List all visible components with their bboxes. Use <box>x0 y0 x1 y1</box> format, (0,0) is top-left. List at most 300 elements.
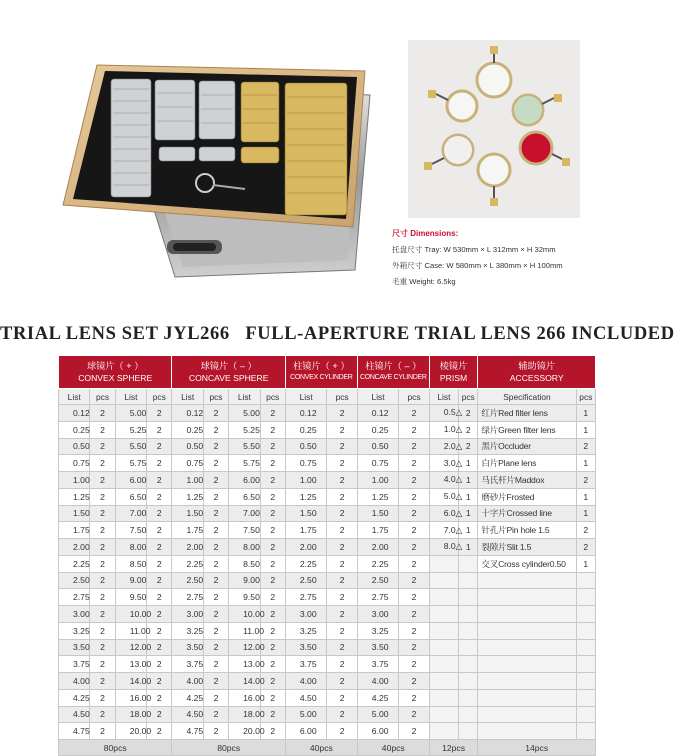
trial-lens-case-photo <box>55 55 385 280</box>
table-cell: 1 <box>576 555 595 572</box>
table-row <box>59 405 596 422</box>
table-cell: 2 <box>90 622 115 639</box>
table-cell <box>429 606 458 623</box>
table-cell: 5.75 <box>115 455 146 472</box>
table-cell: 2 <box>260 539 285 556</box>
table-cell: 3.75 <box>285 656 327 673</box>
table-cell: 4.25 <box>59 689 90 706</box>
table-cell <box>459 606 478 623</box>
table-cell: 1.75 <box>172 522 203 539</box>
table-cell: 2 <box>260 622 285 639</box>
table-row <box>59 656 596 673</box>
table-cell: 4.50 <box>285 689 327 706</box>
table-cell: 2 <box>327 689 357 706</box>
table-cell: 2 <box>399 689 429 706</box>
column-header: Specification <box>478 389 576 405</box>
table-cell <box>459 589 478 606</box>
table-cell: 红片Red filter lens <box>478 405 576 422</box>
table-cell: 2.50 <box>357 572 399 589</box>
table-cell: 3.75 <box>59 656 90 673</box>
table-cell: 3.50 <box>59 639 90 656</box>
table-cell: 交叉Cross cylinder0.50 <box>478 555 576 572</box>
table-cell: 2 <box>203 572 228 589</box>
total-convex-sphere: 80pcs <box>59 740 172 756</box>
accessory-lens-photo <box>408 40 580 218</box>
table-cell: 6.00 <box>115 472 146 489</box>
table-cell: 2 <box>260 522 285 539</box>
table-cell: 7.50 <box>115 522 146 539</box>
table-row <box>59 539 596 556</box>
table-cell: 7.50 <box>229 522 260 539</box>
table-cell: 2 <box>260 673 285 690</box>
table-cell: 5.00 <box>285 706 327 723</box>
table-cell <box>478 639 576 656</box>
table-cell: 2 <box>327 455 357 472</box>
table-cell: 1.25 <box>285 488 327 505</box>
table-cell <box>459 706 478 723</box>
column-header: pcs <box>203 389 228 405</box>
column-header: List <box>229 389 260 405</box>
table-row <box>59 505 596 522</box>
table-cell: 2 <box>147 723 172 740</box>
table-cell: 2 <box>576 438 595 455</box>
table-cell <box>576 606 595 623</box>
table-cell: 1.00 <box>59 472 90 489</box>
table-cell: 20.00 <box>115 723 146 740</box>
table-cell: 2 <box>399 673 429 690</box>
table-cell: 2 <box>399 622 429 639</box>
table-cell: 9.00 <box>229 572 260 589</box>
table-cell: 黑片Occluder <box>478 438 576 455</box>
table-cell: 2 <box>576 539 595 556</box>
table-cell: 2 <box>260 589 285 606</box>
page-title: TRIAL LENS SET JYL266 FULL-APERTURE TRIAL LENS 266 INCLUDED <box>0 324 675 344</box>
table-cell: 2 <box>147 455 172 472</box>
table-cell <box>478 606 576 623</box>
table-cell: 0.25 <box>285 421 327 438</box>
table-cell <box>576 706 595 723</box>
table-cell: 7.0△ <box>429 522 458 539</box>
table-cell: 裂隙片Slit 1.5 <box>478 539 576 556</box>
table-cell: 2 <box>576 522 595 539</box>
table-cell: 2 <box>399 572 429 589</box>
table-cell: 2 <box>147 539 172 556</box>
table-cell: 3.50 <box>285 639 327 656</box>
table-cell: 2 <box>90 522 115 539</box>
table-cell: 3.00 <box>59 606 90 623</box>
table-cell: 6.50 <box>229 488 260 505</box>
table-cell <box>478 706 576 723</box>
table-cell: 3.00 <box>172 606 203 623</box>
table-cell: 2 <box>203 405 228 422</box>
column-header: List <box>59 389 90 405</box>
table-cell: 2 <box>327 639 357 656</box>
table-cell: 4.00 <box>59 673 90 690</box>
table-cell: 8.50 <box>229 555 260 572</box>
table-cell: 2 <box>203 522 228 539</box>
table-cell: 2 <box>147 639 172 656</box>
table-cell: 2 <box>327 421 357 438</box>
table-cell: 6.00 <box>285 723 327 740</box>
table-cell: 5.25 <box>229 421 260 438</box>
table-cell: 2 <box>399 522 429 539</box>
table-cell: 0.5△ <box>429 405 458 422</box>
table-cell: 2 <box>260 656 285 673</box>
table-cell: 2 <box>203 472 228 489</box>
table-row <box>59 689 596 706</box>
group-header-row <box>59 356 596 389</box>
table-cell: 4.25 <box>357 689 399 706</box>
table-cell: 2 <box>399 723 429 740</box>
table-cell: 3.00 <box>285 606 327 623</box>
table-cell: 13.00 <box>229 656 260 673</box>
table-cell: 1.50 <box>172 505 203 522</box>
table-cell: 2 <box>90 673 115 690</box>
table-cell: 2.50 <box>59 572 90 589</box>
table-cell: 6.00 <box>229 472 260 489</box>
table-cell: 4.75 <box>172 723 203 740</box>
table-cell: 1 <box>576 421 595 438</box>
table-cell: 2 <box>327 673 357 690</box>
table-cell: 2.75 <box>59 589 90 606</box>
table-cell: 2 <box>90 572 115 589</box>
table-cell: 2 <box>203 706 228 723</box>
table-cell: 1.25 <box>357 488 399 505</box>
table-cell: 1 <box>459 455 478 472</box>
table-cell: 9.50 <box>115 589 146 606</box>
table-cell: 12.00 <box>229 639 260 656</box>
table-cell: 2 <box>327 505 357 522</box>
table-cell: 3.25 <box>172 622 203 639</box>
table-cell: 2 <box>327 472 357 489</box>
table-cell: 磨砂片Frosted <box>478 488 576 505</box>
table-row <box>59 455 596 472</box>
table-cell <box>429 555 458 572</box>
table-cell: 2 <box>147 555 172 572</box>
table-cell: 2 <box>459 421 478 438</box>
table-cell <box>459 639 478 656</box>
table-cell: 2.75 <box>172 589 203 606</box>
table-cell: 2 <box>399 706 429 723</box>
table-cell: 5.00 <box>357 706 399 723</box>
table-cell <box>429 622 458 639</box>
table-cell: 针孔片Pin hole 1.5 <box>478 522 576 539</box>
table-cell: 2.25 <box>285 555 327 572</box>
dimensions-block <box>392 226 563 290</box>
table-cell: 2 <box>260 572 285 589</box>
table-cell: 2.25 <box>59 555 90 572</box>
column-header: List <box>172 389 203 405</box>
table-cell: 2 <box>327 555 357 572</box>
column-header: pcs <box>147 389 172 405</box>
table-cell: 10.00 <box>115 606 146 623</box>
table-row <box>59 488 596 505</box>
table-cell: 0.50 <box>172 438 203 455</box>
table-cell: 6.50 <box>115 488 146 505</box>
table-cell: 2 <box>260 455 285 472</box>
table-cell <box>478 572 576 589</box>
table-cell <box>459 689 478 706</box>
table-cell: 1.50 <box>59 505 90 522</box>
table-cell: 10.00 <box>229 606 260 623</box>
table-cell <box>478 689 576 706</box>
table-cell: 2 <box>399 656 429 673</box>
table-cell: 2 <box>147 472 172 489</box>
table-cell: 2 <box>90 539 115 556</box>
group-header-prism: 棱镜片 PRISM <box>429 356 478 389</box>
table-cell: 3.50 <box>172 639 203 656</box>
table-cell: 2 <box>327 405 357 422</box>
table-cell: 2 <box>203 656 228 673</box>
table-cell <box>429 589 458 606</box>
table-cell: 1.00 <box>357 472 399 489</box>
table-cell <box>576 589 595 606</box>
table-cell: 2 <box>260 606 285 623</box>
table-cell <box>478 622 576 639</box>
table-cell: 2 <box>90 706 115 723</box>
table-cell: 2 <box>203 438 228 455</box>
column-header: List <box>285 389 327 405</box>
table-cell: 5.00 <box>115 405 146 422</box>
column-header: pcs <box>90 389 115 405</box>
table-cell: 0.25 <box>357 421 399 438</box>
table-cell: 2 <box>327 622 357 639</box>
table-cell: 16.00 <box>115 689 146 706</box>
table-cell: 0.75 <box>285 455 327 472</box>
case-dimensions: 外箱尺寸 Case: W 580mm × L 380mm × H 100mm <box>392 261 563 270</box>
table-cell: 2 <box>203 622 228 639</box>
table-cell: 0.12 <box>59 405 90 422</box>
table-row <box>59 639 596 656</box>
table-cell: 6.0△ <box>429 505 458 522</box>
table-cell: 2 <box>260 639 285 656</box>
table-cell: 2 <box>90 689 115 706</box>
table-cell <box>429 673 458 690</box>
table-cell: 14.00 <box>229 673 260 690</box>
table-cell: 2 <box>327 539 357 556</box>
table-cell: 2.50 <box>285 572 327 589</box>
table-cell: 2 <box>576 472 595 489</box>
table-cell: 2 <box>147 405 172 422</box>
table-cell: 4.25 <box>172 689 203 706</box>
table-cell: 2 <box>327 606 357 623</box>
table-cell: 2 <box>459 438 478 455</box>
table-cell: 2.25 <box>357 555 399 572</box>
table-cell: 2 <box>203 455 228 472</box>
table-cell <box>576 572 595 589</box>
table-cell: 2.00 <box>357 539 399 556</box>
table-cell: 绿片Green filter lens <box>478 421 576 438</box>
table-cell: 9.50 <box>229 589 260 606</box>
table-cell: 7.00 <box>229 505 260 522</box>
column-header: List <box>429 389 458 405</box>
table-cell: 2 <box>260 472 285 489</box>
column-header: List <box>115 389 146 405</box>
group-header-accessory: 辅助镜片 ACCESSORY <box>478 356 596 389</box>
table-cell: 2 <box>327 572 357 589</box>
totals-row <box>59 740 596 756</box>
table-cell: 2 <box>203 421 228 438</box>
table-cell: 2 <box>90 421 115 438</box>
table-cell: 2 <box>399 405 429 422</box>
table-cell: 0.50 <box>357 438 399 455</box>
table-cell: 2 <box>90 438 115 455</box>
table-cell: 1.50 <box>285 505 327 522</box>
table-cell: 4.00 <box>357 673 399 690</box>
table-cell: 白片Plane lens <box>478 455 576 472</box>
table-cell: 9.00 <box>115 572 146 589</box>
column-header-row <box>59 389 596 405</box>
table-cell: 2 <box>90 656 115 673</box>
table-cell: 5.25 <box>115 421 146 438</box>
table-cell: 2.75 <box>357 589 399 606</box>
table-cell: 2 <box>90 606 115 623</box>
column-header: pcs <box>327 389 357 405</box>
table-cell: 1 <box>576 488 595 505</box>
table-cell: 4.50 <box>59 706 90 723</box>
table-cell: 1.0△ <box>429 421 458 438</box>
table-cell: 2.50 <box>172 572 203 589</box>
column-header: pcs <box>576 389 595 405</box>
spec-table <box>58 355 596 756</box>
total-prism: 12pcs <box>429 740 478 756</box>
total-accessory: 14pcs <box>478 740 596 756</box>
table-row <box>59 723 596 740</box>
table-cell: 1.25 <box>172 488 203 505</box>
table-cell: 2 <box>399 539 429 556</box>
table-row <box>59 622 596 639</box>
table-cell: 3.0△ <box>429 455 458 472</box>
table-cell: 2 <box>260 488 285 505</box>
table-cell: 0.12 <box>285 405 327 422</box>
table-cell: 2 <box>147 572 172 589</box>
table-cell: 2 <box>459 405 478 422</box>
table-cell: 2 <box>147 488 172 505</box>
total-concave-cylinder: 40pcs <box>357 740 429 756</box>
table-cell: 2 <box>399 555 429 572</box>
table-cell: 2 <box>399 488 429 505</box>
table-cell <box>429 639 458 656</box>
table-cell: 2 <box>203 488 228 505</box>
table-cell: 7.00 <box>115 505 146 522</box>
table-cell: 18.00 <box>115 706 146 723</box>
table-cell: 2 <box>147 606 172 623</box>
table-cell <box>576 656 595 673</box>
table-cell: 1 <box>576 455 595 472</box>
table-cell: 2.00 <box>285 539 327 556</box>
table-row <box>59 706 596 723</box>
table-cell: 2 <box>399 438 429 455</box>
table-cell: 2 <box>90 505 115 522</box>
table-cell: 2 <box>147 622 172 639</box>
table-cell: 6.00 <box>357 723 399 740</box>
table-cell: 1.75 <box>59 522 90 539</box>
table-cell: 2 <box>147 505 172 522</box>
table-cell: 8.00 <box>229 539 260 556</box>
table-cell: 8.50 <box>115 555 146 572</box>
table-cell: 2 <box>147 673 172 690</box>
table-cell <box>459 673 478 690</box>
table-cell: 2 <box>260 505 285 522</box>
table-cell: 12.00 <box>115 639 146 656</box>
table-row <box>59 522 596 539</box>
table-cell: 2 <box>399 606 429 623</box>
table-cell: 2 <box>260 706 285 723</box>
table-cell: 2 <box>260 438 285 455</box>
table-cell: 2 <box>147 522 172 539</box>
table-cell: 1 <box>459 488 478 505</box>
table-row <box>59 421 596 438</box>
table-cell: 0.12 <box>172 405 203 422</box>
table-cell <box>576 689 595 706</box>
table-cell: 2 <box>203 505 228 522</box>
group-header-concave-sphere: 球镜片（ – ） CONCAVE SPHERE <box>172 356 285 389</box>
table-cell <box>459 572 478 589</box>
table-cell: 4.50 <box>172 706 203 723</box>
table-cell: 11.00 <box>115 622 146 639</box>
table-cell <box>429 572 458 589</box>
table-cell: 2 <box>147 706 172 723</box>
table-cell: 1.50 <box>357 505 399 522</box>
table-cell <box>576 723 595 740</box>
table-cell: 2 <box>203 639 228 656</box>
table-row <box>59 555 596 572</box>
table-cell: 1.75 <box>357 522 399 539</box>
table-cell: 2 <box>327 488 357 505</box>
table-cell: 3.25 <box>59 622 90 639</box>
table-cell: 1.00 <box>285 472 327 489</box>
table-cell: 2 <box>147 589 172 606</box>
table-row <box>59 438 596 455</box>
table-cell: 0.25 <box>59 421 90 438</box>
table-cell: 2.25 <box>172 555 203 572</box>
table-cell: 2 <box>147 438 172 455</box>
table-cell: 2 <box>90 488 115 505</box>
weight: 毛重 Weight: 6.5kg <box>392 277 456 286</box>
table-cell: 2 <box>203 689 228 706</box>
table-cell: 1 <box>576 505 595 522</box>
table-cell: 2 <box>90 472 115 489</box>
table-cell <box>478 589 576 606</box>
table-cell: 0.75 <box>59 455 90 472</box>
table-cell: 0.75 <box>172 455 203 472</box>
group-header-convex-cylinder: 柱镜片（ + ） CONVEX CYLINDER <box>285 356 357 389</box>
table-cell: 4.00 <box>285 673 327 690</box>
group-header-convex-sphere: 球镜片（ + ） CONVEX SPHERE <box>59 356 172 389</box>
table-cell: 14.00 <box>115 673 146 690</box>
table-cell: 2 <box>90 723 115 740</box>
table-cell: 2 <box>260 689 285 706</box>
table-cell <box>576 639 595 656</box>
table-cell: 11.00 <box>229 622 260 639</box>
table-cell: 2 <box>147 421 172 438</box>
table-cell: 0.12 <box>357 405 399 422</box>
table-cell: 2 <box>90 555 115 572</box>
table-cell: 4.0△ <box>429 472 458 489</box>
table-cell <box>459 622 478 639</box>
table-cell: 2 <box>327 656 357 673</box>
table-cell: 2 <box>203 555 228 572</box>
table-cell: 1 <box>459 539 478 556</box>
table-cell: 2 <box>327 589 357 606</box>
table-cell: 20.00 <box>229 723 260 740</box>
table-cell: 16.00 <box>229 689 260 706</box>
table-cell: 8.00 <box>115 539 146 556</box>
table-cell <box>478 656 576 673</box>
table-cell <box>478 723 576 740</box>
table-cell: 1.00 <box>172 472 203 489</box>
tray-dimensions: 托盘尺寸 Tray: W 530mm × L 312mm × H 32mm <box>392 245 556 254</box>
